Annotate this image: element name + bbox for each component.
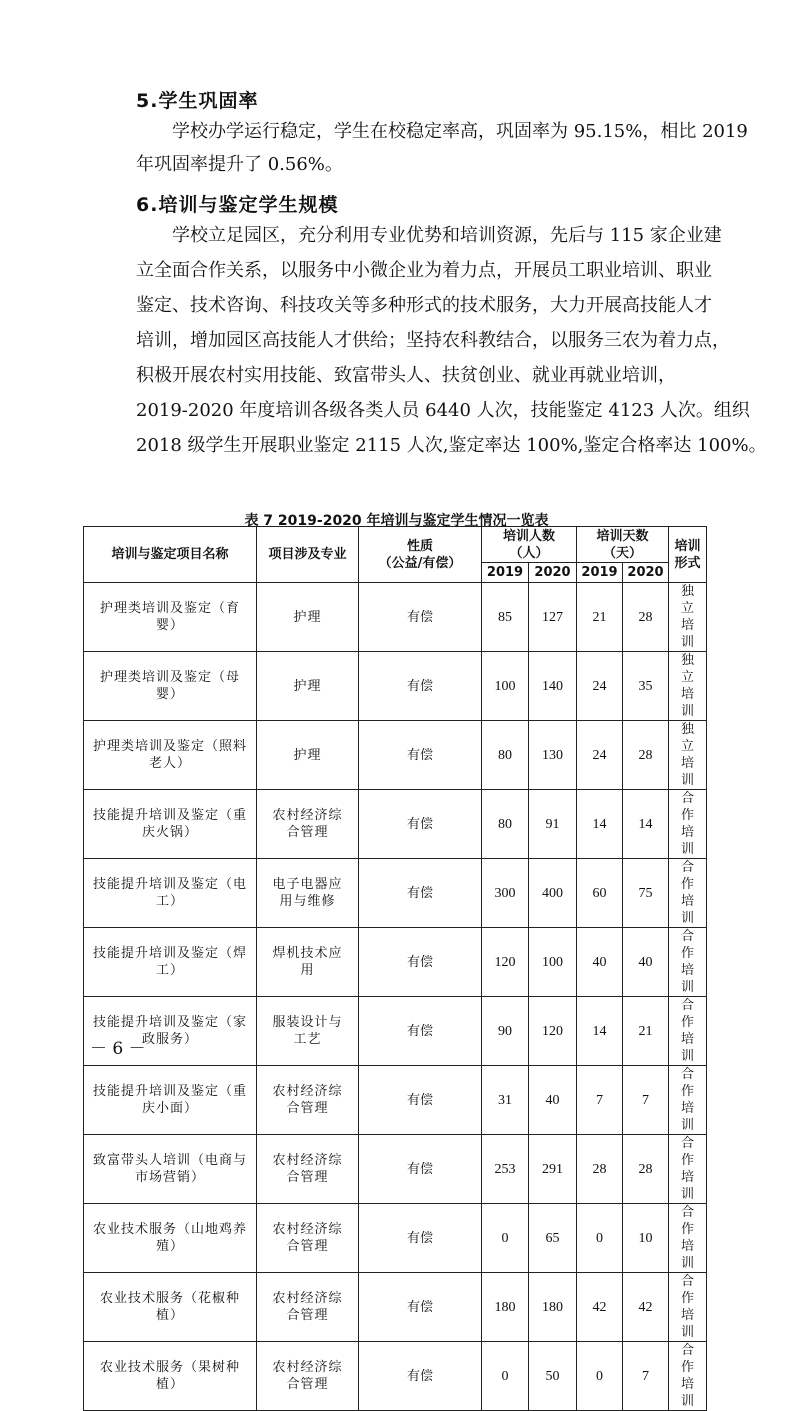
cell-nature: 有偿 <box>359 583 482 652</box>
cell-people-2019: 0 <box>482 1342 529 1411</box>
cell-people-2020: 291 <box>529 1135 577 1204</box>
cell-days-2019: 14 <box>577 997 623 1066</box>
header-project: 培训与鉴定项目名称 <box>84 527 257 583</box>
cell-form: 合作培训 <box>669 1204 707 1273</box>
cell-project: 农业技术服务（果树种植） <box>84 1342 257 1411</box>
cell-people-2019: 85 <box>482 583 529 652</box>
header-days: 培训天数 （天） <box>577 527 669 563</box>
cell-form: 合作培训 <box>669 1066 707 1135</box>
cell-people-2019: 180 <box>482 1273 529 1342</box>
table-row <box>84 859 707 928</box>
table-row <box>84 790 707 859</box>
section-6-line: 学校立足园区，充分利用专业优势和培训资源，先后与 115 家企业建 <box>172 225 722 246</box>
header-people: 培训人数 （人） <box>482 527 577 563</box>
cell-days-2020: 10 <box>623 1204 669 1273</box>
section-5-line: 学校办学运行稳定，学生在校稳定率高，巩固率为 95.15%，相比 2019 <box>172 121 748 142</box>
cell-major: 护理 <box>257 721 359 790</box>
cell-form: 合作培训 <box>669 1273 707 1342</box>
cell-people-2019: 31 <box>482 1066 529 1135</box>
cell-days-2020: 7 <box>623 1066 669 1135</box>
cell-people-2020: 65 <box>529 1204 577 1273</box>
cell-project: 致富带头人培训（电商与市场营销） <box>84 1135 257 1204</box>
training-table <box>83 526 707 1411</box>
cell-nature: 有偿 <box>359 997 482 1066</box>
cell-nature: 有偿 <box>359 1066 482 1135</box>
cell-nature: 有偿 <box>359 928 482 997</box>
cell-people-2020: 140 <box>529 652 577 721</box>
cell-form: 独立培训 <box>669 583 707 652</box>
cell-project: 技能提升培训及鉴定（重庆小面） <box>84 1066 257 1135</box>
section-6-line: 培训，增加园区高技能人才供给；坚持农科教结合，以服务三农为着力点， <box>136 330 730 351</box>
cell-form: 合作培训 <box>669 997 707 1066</box>
table-caption: 表 7 2019-2020 年培训与鉴定学生情况一览表 <box>244 513 549 529</box>
cell-nature: 有偿 <box>359 790 482 859</box>
cell-people-2020: 120 <box>529 997 577 1066</box>
cell-major: 农村经济综合管理 <box>257 1135 359 1204</box>
cell-days-2020: 42 <box>623 1273 669 1342</box>
cell-days-2020: 28 <box>623 583 669 652</box>
cell-major: 焊机技术应用 <box>257 928 359 997</box>
cell-form: 合作培训 <box>669 859 707 928</box>
cell-days-2019: 40 <box>577 928 623 997</box>
cell-nature: 有偿 <box>359 652 482 721</box>
cell-days-2019: 0 <box>577 1342 623 1411</box>
page-number: － 6 － <box>90 1039 146 1059</box>
cell-people-2020: 40 <box>529 1066 577 1135</box>
cell-form: 合作培训 <box>669 1342 707 1411</box>
cell-project: 技能提升培训及鉴定（家政服务） <box>84 997 257 1066</box>
cell-project: 农业技术服务（花椒种植） <box>84 1273 257 1342</box>
header-people-2019: 2019 <box>482 563 529 583</box>
cell-nature: 有偿 <box>359 1204 482 1273</box>
section-6-line: 2018 级学生开展职业鉴定 2115 人次,鉴定率达 100%,鉴定合格率达 100%。 <box>136 435 767 456</box>
header-days-2019: 2019 <box>577 563 623 583</box>
section-6-heading: 6.培训与鉴定学生规模 <box>136 194 339 216</box>
cell-nature: 有偿 <box>359 1342 482 1411</box>
cell-people-2019: 100 <box>482 652 529 721</box>
table-row <box>84 1135 707 1204</box>
cell-days-2020: 28 <box>623 721 669 790</box>
section-6-line: 鉴定、技术咨询、科技攻关等多种形式的技术服务，大力开展高技能人才 <box>136 295 712 316</box>
section-5-heading: 5.学生巩固率 <box>136 90 259 112</box>
header-major: 项目涉及专业 <box>257 527 359 583</box>
cell-project: 护理类培训及鉴定（母婴） <box>84 652 257 721</box>
header-days-2020: 2020 <box>623 563 669 583</box>
section-6-line: 积极开展农村实用技能、致富带头人、扶贫创业、就业再就业培训， <box>136 365 676 386</box>
cell-major: 护理 <box>257 583 359 652</box>
table-row <box>84 583 707 652</box>
cell-people-2019: 300 <box>482 859 529 928</box>
cell-form: 合作培训 <box>669 1135 707 1204</box>
cell-project: 技能提升培训及鉴定（焊工） <box>84 928 257 997</box>
cell-major: 电子电器应用与维修 <box>257 859 359 928</box>
table-row <box>84 997 707 1066</box>
cell-project: 护理类培训及鉴定（照料老人） <box>84 721 257 790</box>
cell-nature: 有偿 <box>359 1273 482 1342</box>
cell-days-2019: 0 <box>577 1204 623 1273</box>
table-row <box>84 652 707 721</box>
cell-days-2019: 60 <box>577 859 623 928</box>
cell-days-2020: 7 <box>623 1342 669 1411</box>
cell-days-2019: 14 <box>577 790 623 859</box>
cell-people-2020: 400 <box>529 859 577 928</box>
table-row <box>84 1204 707 1273</box>
cell-people-2019: 80 <box>482 721 529 790</box>
cell-major: 服装设计与工艺 <box>257 997 359 1066</box>
cell-project: 农业技术服务（山地鸡养殖） <box>84 1204 257 1273</box>
cell-people-2019: 80 <box>482 790 529 859</box>
section-6-line: 2019-2020 年度培训各级各类人员 6440 人次，技能鉴定 4123 人次。组织 <box>136 400 750 421</box>
header-form: 培训 形式 <box>669 527 707 583</box>
cell-people-2020: 91 <box>529 790 577 859</box>
cell-days-2019: 28 <box>577 1135 623 1204</box>
cell-major: 农村经济综合管理 <box>257 790 359 859</box>
table-row <box>84 1273 707 1342</box>
cell-project: 技能提升培训及鉴定（电工） <box>84 859 257 928</box>
cell-project: 技能提升培训及鉴定（重庆火锅） <box>84 790 257 859</box>
cell-days-2020: 40 <box>623 928 669 997</box>
cell-major: 农村经济综合管理 <box>257 1204 359 1273</box>
table-row <box>84 928 707 997</box>
cell-people-2020: 127 <box>529 583 577 652</box>
cell-days-2020: 35 <box>623 652 669 721</box>
header-nature: 性质 （公益/有偿） <box>359 527 482 583</box>
cell-days-2020: 21 <box>623 997 669 1066</box>
cell-days-2020: 28 <box>623 1135 669 1204</box>
cell-days-2019: 24 <box>577 721 623 790</box>
cell-people-2020: 100 <box>529 928 577 997</box>
cell-nature: 有偿 <box>359 859 482 928</box>
table-row <box>84 1342 707 1411</box>
cell-days-2020: 14 <box>623 790 669 859</box>
cell-nature: 有偿 <box>359 1135 482 1204</box>
header-people-2020: 2020 <box>529 563 577 583</box>
cell-people-2020: 50 <box>529 1342 577 1411</box>
table-row <box>84 721 707 790</box>
cell-form: 合作培训 <box>669 928 707 997</box>
cell-form: 独立培训 <box>669 652 707 721</box>
cell-project: 护理类培训及鉴定（育婴） <box>84 583 257 652</box>
cell-days-2019: 21 <box>577 583 623 652</box>
section-6-line: 立全面合作关系，以服务中小微企业为着力点，开展员工职业培训、职业 <box>136 260 712 281</box>
section-5-line: 年巩固率提升了 0.56%。 <box>136 154 343 175</box>
cell-form: 合作培训 <box>669 790 707 859</box>
cell-days-2019: 24 <box>577 652 623 721</box>
cell-days-2019: 42 <box>577 1273 623 1342</box>
cell-people-2019: 0 <box>482 1204 529 1273</box>
cell-form: 独立培训 <box>669 721 707 790</box>
cell-people-2019: 253 <box>482 1135 529 1204</box>
cell-major: 护理 <box>257 652 359 721</box>
cell-nature: 有偿 <box>359 721 482 790</box>
cell-major: 农村经济综合管理 <box>257 1273 359 1342</box>
cell-people-2020: 130 <box>529 721 577 790</box>
cell-people-2019: 120 <box>482 928 529 997</box>
cell-major: 农村经济综合管理 <box>257 1342 359 1411</box>
table-row <box>84 1066 707 1135</box>
cell-days-2020: 75 <box>623 859 669 928</box>
cell-major: 农村经济综合管理 <box>257 1066 359 1135</box>
cell-people-2019: 90 <box>482 997 529 1066</box>
cell-people-2020: 180 <box>529 1273 577 1342</box>
cell-days-2019: 7 <box>577 1066 623 1135</box>
